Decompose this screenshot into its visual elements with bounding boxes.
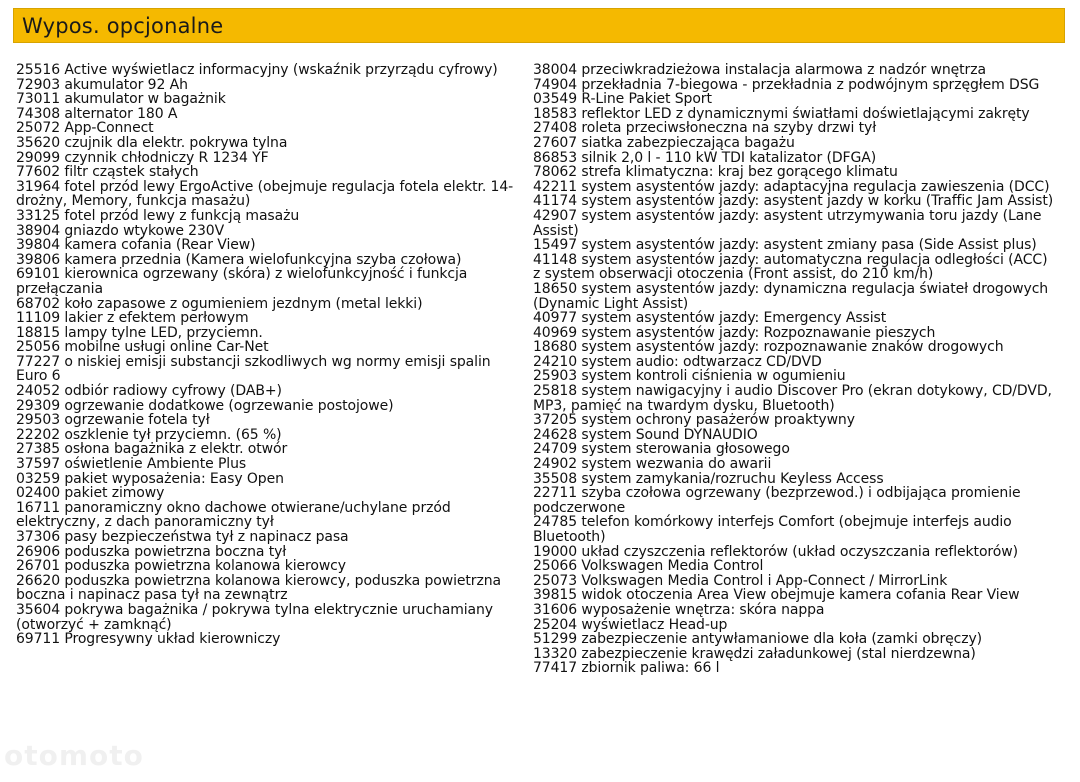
equipment-item: 24785 telefon komórkowy interfejs Comfort (obejmuje interfejs audio Bluetooth): [533, 514, 1012, 545]
equipment-item: 03259 pakiet wyposażenia: Easy Open: [16, 470, 284, 487]
equipment-item: 31606 wyposażenie wnętrza: skóra nappa: [533, 601, 825, 618]
equipment-item: 37597 oświetlenie Ambiente Plus: [16, 456, 247, 473]
section-header: [13, 8, 1065, 43]
equipment-item: 25818 system nawigacyjny i audio Discover Pro (ekran dotykowy, CD/DVD, MP3, pamięć na twardym dysku, Bluetooth): [533, 383, 1052, 414]
equipment-item: 25073 Volkswagen Media Control i App-Connect / MirrorLink: [533, 572, 948, 589]
equipment-item: 77417 zbiornik paliwa: 66 l: [533, 660, 720, 677]
equipment-item: 37306 pasy bezpieczeństwa tył z napinacz pasa: [16, 529, 349, 545]
equipment-item: 29309 ogrzewanie dodatkowe (ogrzewanie postojowe): [16, 397, 394, 414]
equipment-item: 86853 silnik 2,0 l - 110 kW TDI katalizator (DFGA): [533, 149, 877, 166]
equipment-item: 24709 system sterowania głosowego: [533, 441, 790, 458]
equipment-item: 02400 pakiet zimowy: [16, 485, 165, 502]
equipment-item: 25204 wyświetlacz Head-up: [533, 616, 728, 633]
equipment-item: 26701 poduszka powietrzna kolanowa kierowcy: [16, 558, 346, 575]
equipment-item: 29503 ogrzewanie fotela tył: [16, 412, 210, 429]
equipment-item: 22202 oszklenie tył przyciemn. (65 %): [16, 426, 282, 443]
equipment-item: 25056 mobilne usługi online Car-Net: [16, 339, 269, 356]
equipment-item: 24210 system audio: odtwarzacz CD/DVD: [533, 353, 822, 370]
equipment-item: 39806 kamera przednia (Kamera wielofunkcyjna szyba czołowa): [16, 251, 462, 268]
equipment-item: 13320 zabezpieczenie krawędzi załadunkowej (stal nierdzewna): [533, 645, 976, 662]
equipment-item: 27408 roleta przeciwsłoneczna na szyby drzwi tył: [533, 120, 877, 137]
equipment-item: 35620 czujnik dla elektr. pokrywa tylna: [16, 134, 288, 151]
equipment-item: 74308 alternator 180 A: [16, 105, 178, 122]
equipment-item: 19000 układ czyszczenia reflektorów (układ oczyszczania reflektorów): [533, 543, 1018, 560]
equipment-item: 35604 pokrywa bagażnika / pokrywa tylna elektrycznie uruchamiany (otworzyć + zamknąć): [16, 601, 493, 633]
equipment-item: 69101 kierownica ogrzewany (skóra) z wielofunkcyjność i funkcja przełączania: [16, 266, 468, 297]
equipment-list-right: [533, 63, 1058, 676]
equipment-item: 40977 system asystentów jazdy: Emergency Assist: [533, 310, 887, 327]
equipment-item: 42907 system asystentów jazdy: asystent utrzymywania toru jazdy (Lane Assist): [533, 207, 1042, 239]
equipment-item: 68702 koło zapasowe z ogumieniem jezdnym (metal lekki): [16, 295, 423, 312]
equipment-item: 51299 zabezpieczenie antywłamaniowe dla koła (zamki obręczy): [533, 631, 983, 648]
equipment-item: 78062 strefa klimatyczna: kraj bez gorącego klimatu: [533, 164, 898, 181]
equipment-item: 37205 system ochrony pasażerów proaktywny: [533, 412, 855, 429]
equipment-item: 33125 fotel przód lewy z funkcją masażu: [16, 207, 300, 224]
equipment-item: 27385 osłona bagażnika z elektr. otwór: [16, 441, 288, 458]
equipment-item: 16711 panoramiczny okno dachowe otwierane/uchylane przód elektryczny, z dach panoramiczny tył: [16, 499, 451, 531]
equipment-item: 24052 odbiór radiowy cyfrowy (DAB+): [16, 383, 282, 400]
equipment-item: 11109 lakier z efektem perłowym: [16, 310, 249, 327]
section-title: Wypos. opcjonalne: [22, 14, 224, 38]
equipment-item: 22711 szyba czołowa ogrzewany (bezprzewod.) i odbijająca promienie podczerwone: [533, 485, 1021, 516]
equipment-list-left: [16, 63, 521, 647]
equipment-item: 24628 system Sound DYNAUDIO: [533, 426, 758, 443]
equipment-item: 31964 fotel przód lewy ErgoActive (obejmuje regulacja fotela elektr. 14-drożny, Memory, funkcja masażu): [16, 178, 514, 210]
equipment-item: 39815 widok otoczenia Area View obejmuje kamera cofania Rear View: [533, 587, 1020, 604]
equipment-item: 42211 system asystentów jazdy: adaptacyjna regulacja zawieszenia (DCC): [533, 178, 1050, 195]
equipment-item: 38004 przeciwkradzieżowa instalacja alarmowa z nadzór wnętrza: [533, 62, 986, 78]
equipment-item: 26620 poduszka powietrzna kolanowa kierowcy, poduszka powietrzna boczna i napinacz pasa tył na zewnątrz: [16, 572, 501, 604]
equipment-item: 38904 gniazdo wtykowe 230V: [16, 222, 225, 239]
equipment-item: 26906 poduszka powietrzna boczna tył: [16, 543, 287, 560]
equipment-item: 25072 App-Connect: [16, 120, 154, 137]
equipment-item: 41174 system asystentów jazdy: asystent jazdy w korku (Traffic Jam Assist): [533, 193, 1054, 210]
equipment-item: 40969 system asystentów jazdy: Rozpoznawanie pieszych: [533, 324, 936, 341]
equipment-item: 25066 Volkswagen Media Control: [533, 558, 764, 575]
equipment-item: 03549 R-Line Pakiet Sport: [533, 91, 712, 108]
equipment-item: 25516 Active wyświetlacz informacyjny (wskaźnik przyrządu cyfrowy): [16, 62, 498, 78]
equipment-item: 24902 system wezwania do awarii: [533, 456, 772, 473]
equipment-item: 73011 akumulator w bagażnik: [16, 91, 226, 108]
equipment-item: 15497 system asystentów jazdy: asystent zmiany pasa (Side Assist plus): [533, 237, 1037, 254]
equipment-item: 29099 czynnik chłodniczy R 1234 YF: [16, 149, 269, 166]
equipment-item: 18583 reflektor LED z dynamicznymi światłami doświetlającymi zakręty: [533, 105, 1030, 122]
equipment-item: 27607 siatka zabezpieczająca bagażu: [533, 134, 795, 151]
equipment-item: 35508 system zamykania/rozruchu Keyless Access: [533, 470, 884, 487]
equipment-item: 72903 akumulator 92 Ah: [16, 76, 188, 93]
equipment-item: 18650 system asystentów jazdy: dynamiczna regulacja świateł drogowych (Dynamic Light Assist): [533, 280, 1049, 312]
equipment-item: 77602 filtr cząstek stałych: [16, 164, 199, 181]
equipment-item: 74904 przekładnia 7-biegowa - przekładnia z podwójnym sprzęgłem DSG: [533, 76, 1040, 93]
equipment-item: 41148 system asystentów jazdy: automatyczna regulacja odległości (ACC) z system obserwacji otoczenia (Front assist, do 210 km/h): [533, 251, 1048, 283]
equipment-item: 69711 Progresywny układ kierowniczy: [16, 631, 281, 648]
equipment-item: 18815 lampy tylne LED, przyciemn.: [16, 324, 263, 341]
equipment-item: 39804 kamera cofania (Rear View): [16, 237, 256, 254]
equipment-item: 25903 system kontroli ciśnienia w ogumieniu: [533, 368, 846, 385]
equipment-item: 18680 system asystentów jazdy: rozpoznawanie znaków drogowych: [533, 339, 1004, 356]
equipment-item: 77227 o niskiej emisji substancji szkodliwych wg normy emisji spalin Euro 6: [16, 353, 491, 385]
watermark: otomoto: [4, 739, 144, 772]
